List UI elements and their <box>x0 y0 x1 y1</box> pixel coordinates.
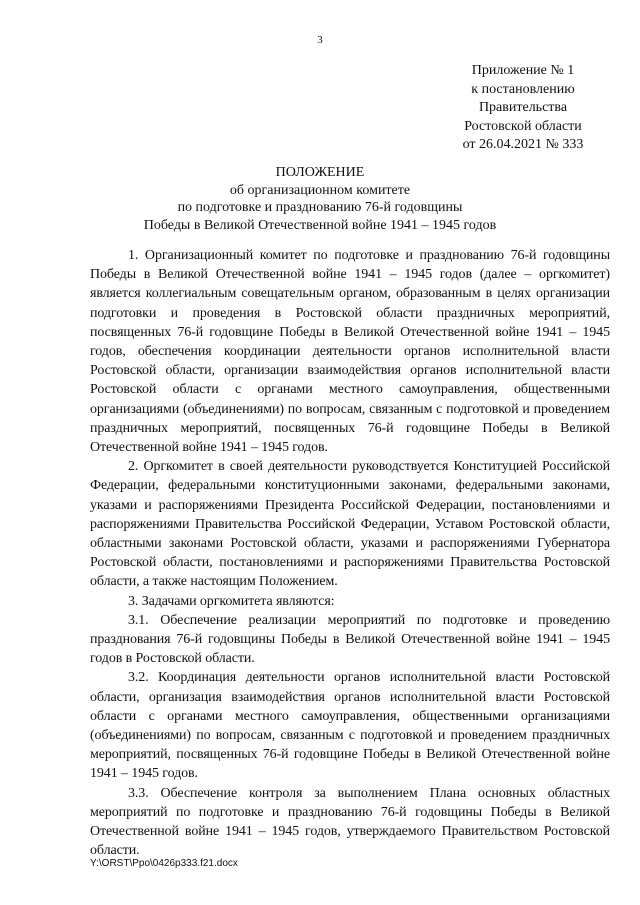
document-title <box>0 164 640 234</box>
paragraph-3: 3. Задачами оргкомитета являются: <box>128 593 335 609</box>
appendix-line: Правительства <box>478 100 568 115</box>
document-body <box>90 246 610 861</box>
paragraph-3-2: 3.2. Координация деятельности органов исполнительной власти Ростовской области, организация взаимодействия органов исполнительной власти Ростовской области с органами местного самоуправления, общественными организациями (объединениями) по вопросам, связанным с подготовкой и проведением праздничных мероприятий, посвященных 76-й годовщине Победы в Великой Отечественной войне 1941 – 1945 годов. <box>90 670 610 782</box>
appendix-line: от 26.04.2021 № 333 <box>462 137 584 152</box>
paragraph-2: 2. Оргкомитет в своей деятельности руководствуется Конституцией Российской Федерации, федеральными конституционными законами, федеральными законами, указами и распоряжениями Президента Российской Федерации, постановлениями и распоряжениями Правительства Российской Федерации, Уставом Ростовской области, областными законами Ростовской области, указами и распоряжениями Губернатора Ростовской области, постановлениями и распоряжениями Правительства Ростовской области, а также настоящим Положением. <box>90 459 610 590</box>
appendix-line: Ростовской области <box>464 118 582 134</box>
title-line: по подготовке и празднованию 76-й годовщины <box>177 200 463 215</box>
paragraph-3-1: 3.1. Обеспечение реализации мероприятий по подготовке и проведению празднования 76-й годовщины Победы в Великой Отечественной войне 1941 – 1945 годов в Ростовской области. <box>90 612 610 667</box>
appendix-line: к постановлению <box>471 81 575 97</box>
title-heading: ПОЛОЖЕНИЕ <box>275 165 365 180</box>
appendix-reference <box>440 62 606 155</box>
title-line: Победы в Великой Отечественной войне 1941 – 1945 годов <box>143 217 497 233</box>
file-path-footer: Y:\ORST\Ppo\0426p333.f21.docx <box>90 858 238 869</box>
appendix-line: Приложение № 1 <box>471 63 575 78</box>
paragraph-3-3: 3.3. Обеспечение контроля за выполнением Плана основных областных мероприятий по подготовке и празднованию 76-й годовщины Победы в Великой Отечественной войне 1941 – 1945 годов, утверждаемого Правительством Ростовской области. <box>90 785 610 859</box>
page-number: 3 <box>317 34 323 46</box>
title-line: об организационном комитете <box>229 182 411 198</box>
paragraph-1: 1. Организационный комитет по подготовке и празднованию 76-й годовщины Победы в Великой Отечественной войне 1941 – 1945 годов (далее – оргкомитет) является коллегиальным совещательным органом, образованным в целях организации подготовки и проведения в Ростовской области праздничных мероприятий, посвященных 76-й годовщине Победы в Великой Отечественной войне 1941 – 1945 годов, обеспечения координации деятельности органов исполнительной власти Ростовской области, организации взаимодействия органов исполнительной власти Ростовской области с органами местного самоуправления, общественными организациями (объединениями) по вопросам, связанным с подготовкой и проведением праздничных мероприятий, посвященных 76-й годовщине Победы в Великой Отечественной войне 1941 – 1945 годов. <box>90 248 610 456</box>
